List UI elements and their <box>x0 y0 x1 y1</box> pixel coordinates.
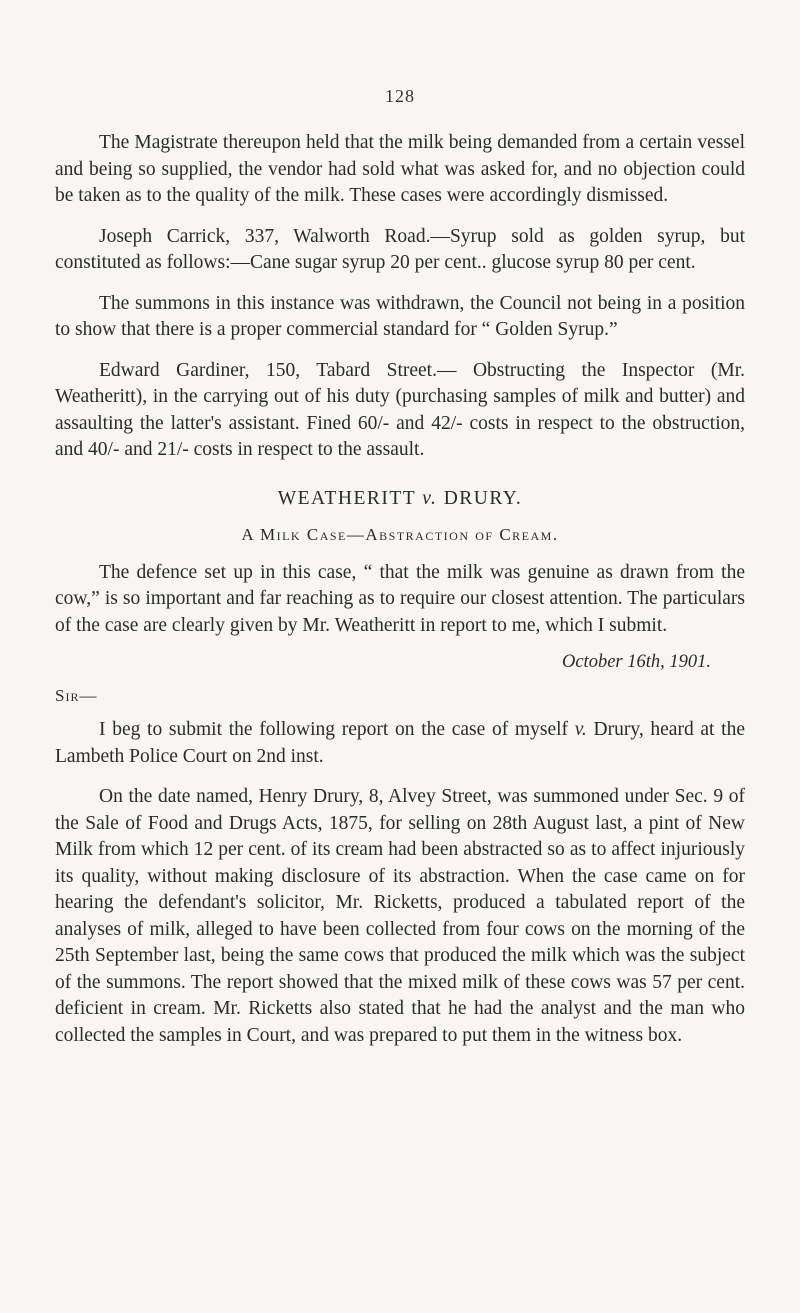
letter-paragraph-details: On the date named, Henry Drury, 8, Alvey Street, was summoned under Sec. 9 of the Sale of Food and Drugs Acts, 1875, for selling on 28th August last, a pint of New Milk from which 12 per cent. of its cream had been abstracted so as to affect injuriously its quality, without making disclosure of its abstraction. When the case came on for hearing the defendant's solicitor, Mr. Ricketts, produced a tabulated report of the analyses of milk, alleged to have been collected from four cows on the morning of the 25th September last, being the same cows that produced the milk which was the subject of the summons. The report showed that the mixed milk of these cows was 57 per cent. deficient in cream. Mr. Ricketts also stated that he had the analyst and the man who collected the samples in Court, and was prepared to put them in the witness box. <box>55 786 745 1046</box>
letter-intro-versus: v. <box>574 719 587 740</box>
case-title-defendant: DRURY. <box>443 487 523 509</box>
case-title-plaintiff: WEATHERITT <box>277 487 416 509</box>
paragraph-carrick-syrup: Joseph Carrick, 337, Walworth Road.—Syrup sold as golden syrup, but constituted as follows:—Cane sugar syrup 20 per cent.. glucose syrup 80 per cent. <box>55 225 745 273</box>
paragraph-summons-withdrawn: The summons in this instance was withdrawn, the Council not being in a position to show that there is a proper commercial standard for “ Golden Syrup.” <box>55 292 745 340</box>
paragraph-magistrate-decision: The Magistrate thereupon held that the milk being demanded from a certain vessel and being so supplied, the vendor had sold what was asked for, and no objection could be taken as to the quality of the milk. These cases were accordingly dismissed. <box>55 132 745 206</box>
letter-date: October 16th, 1901. <box>561 652 711 672</box>
letter-intro-text-before: I beg to submit the following report on the case of myself <box>99 719 575 740</box>
case-subtitle: A Milk Case—Abstraction of Cream. <box>241 524 559 544</box>
case-title-versus: v. <box>422 487 438 509</box>
case-title <box>55 486 745 512</box>
letter-paragraph-intro <box>55 717 745 770</box>
document-body <box>55 86 745 1049</box>
paragraph-gardiner-obstruction: Edward Gardiner, 150, Tabard Street.— Obstructing the Inspector (Mr. Weatheritt), in the carrying out of his duty (purchasing samples of milk and butter) and assaulting the latter's assistant. Fined 60/- and 42/- costs in respect to the obstruction, and 40/- and 21/- costs in respect to the assault. <box>55 359 745 460</box>
page-number: 128 <box>385 86 415 106</box>
letter-salutation: Sir— <box>55 686 98 705</box>
paragraph-defence-intro: The defence set up in this case, “ that the milk was genuine as drawn from the cow,” is so important and far reaching as to require our closest attention. The particulars of the case are clearly given by Mr. Weatheritt in report to me, which I submit. <box>55 561 745 636</box>
letter-intro-text-after: Drury, heard at the Lambeth Police Court on 2nd inst. <box>55 719 745 767</box>
